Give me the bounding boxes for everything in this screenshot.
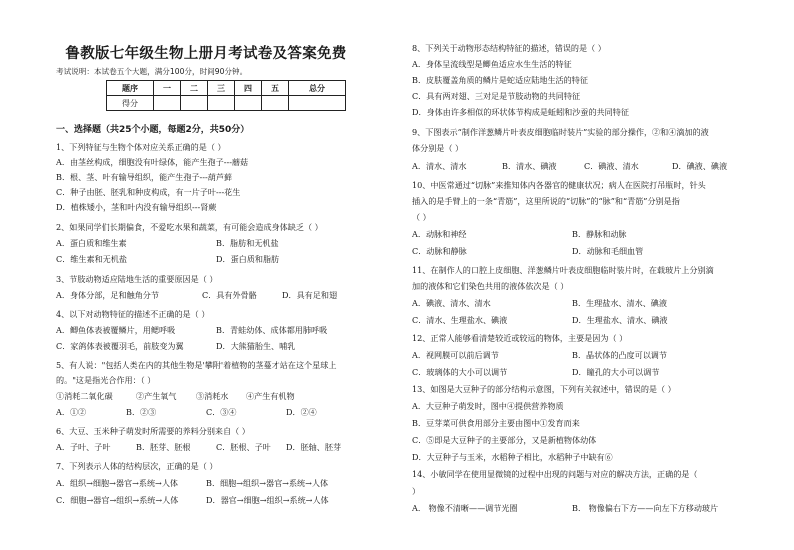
- option: D．蛋白质和脂肪: [216, 254, 280, 264]
- option: D．身体由许多相似的环状体节构成是蚯蚓和沙蚕的共同特征: [412, 107, 629, 117]
- option: D．大熊猫胎生、哺乳: [216, 341, 296, 351]
- option: C．细胞→器官→组织→系统→人体: [56, 495, 179, 505]
- option: B．细胞→组织→器官→系统→人体: [206, 478, 329, 488]
- option: C．动脉和静脉: [412, 246, 467, 256]
- option: A．大豆种子萌发时，图中④提供营养物质: [412, 401, 564, 411]
- option: C．家鸽体表被覆羽毛，前肢变为翼: [56, 341, 184, 351]
- option: C．种子由胚、胚乳和种皮构成，有一片子叶---花生: [56, 187, 241, 197]
- option: D．植株矮小，茎和叶内没有输导组织---肾蕨: [56, 202, 217, 212]
- option: C．具有两对翅、三对足是节肢动物的共同特征: [412, 91, 581, 101]
- question-7: 7、下列表示人体的结构层次，正确的是（ ）: [56, 461, 218, 471]
- question-9-line1: 9、下图表示“制作洋葱鳞片叶表皮细胞临时装片”实验的部分操作，②和④滴加的液: [412, 127, 709, 137]
- option: C．⑤即是大豆种子的主要部分，又是新植物体幼体: [412, 435, 597, 445]
- option: D．胚轴、胚芽: [286, 442, 342, 452]
- option: B． 物像偏右下方——向左下方移动玻片: [572, 503, 719, 513]
- score-cell-empty: [235, 96, 262, 111]
- option: B．②③: [126, 407, 157, 417]
- question-9-line2: 体分别是（ ）: [412, 143, 464, 153]
- score-table: [106, 80, 346, 111]
- option: D．大豆种子与玉米，水稻种子相比，水稻种子中缺有⑥: [412, 452, 613, 462]
- item: ②产生氧气: [136, 391, 177, 401]
- option: A．身体分部，足和触角分节: [56, 290, 159, 300]
- option: C．胚根、子叶: [216, 442, 271, 452]
- score-cell: 四: [235, 81, 262, 96]
- option: A．碘液、清水、清水: [412, 298, 491, 308]
- item: ④产生有机物: [246, 391, 295, 401]
- score-cell-empty: [181, 96, 208, 111]
- question-13: 13、如图是大豆种子的部分结构示意图，下列有关叙述中，错误的是（ ）: [412, 384, 676, 394]
- option: A．由茎丝构成，细胞没有叶绿体，能产生孢子---蘑菇: [56, 157, 249, 167]
- option: C．玻璃体的大小可以调节: [412, 367, 508, 377]
- option: D．生理盐水、清水、碘液: [572, 315, 668, 325]
- question-5-line2: 的。"这是指光合作用：（ ）: [56, 375, 156, 385]
- exam-title: 鲁教版七年级生物上册月考试卷及答案免费: [65, 46, 347, 62]
- question-3: 3、节肢动物适应陆地生活的重要原因是（ ）: [56, 274, 218, 284]
- question-10-line2: 插入的是手臂上的一条“青筋”，这里所说的“切脉”的“脉”和“青筋”分别是指: [412, 196, 680, 206]
- option: A．动脉和神经: [412, 229, 467, 239]
- score-cell-empty: [289, 96, 346, 111]
- option: C．清水、生理盐水、碘液: [412, 315, 508, 325]
- option: A．鲫鱼体表被覆鳞片，用鳃呼吸: [56, 325, 176, 335]
- option: D．碘液、碘液: [672, 161, 728, 171]
- option: A．蛋白质和维生素: [56, 238, 127, 248]
- question-12: 12、正常人能够看清楚较近或较远的物体，主要是因为（ ）: [412, 333, 628, 343]
- item: ①消耗二氧化碳: [56, 391, 113, 401]
- score-cell: 五: [262, 81, 289, 96]
- question-11-line1: 11、在制作人的口腔上皮细胞、洋葱鳞片叶表皮细胞临时装片时，在载玻片上分别滴: [412, 265, 714, 275]
- question-8: 8、下列关于动物形态结构特征的描述，错误的是（ ）: [412, 43, 606, 53]
- option: D．瞳孔的大小可以调节: [572, 367, 660, 377]
- score-cell-empty: [154, 96, 181, 111]
- section-title: 一、选择题（共25个小题，每题2分，共50分）: [56, 125, 250, 135]
- option: B．静脉和动脉: [572, 229, 627, 239]
- option: D．动脉和毛细血管: [572, 246, 644, 256]
- score-cell: 一: [154, 81, 181, 96]
- option: A．子叶、子叶: [56, 442, 111, 452]
- option: A．身体呈流线型是鲫鱼适应水生生活的特征: [412, 59, 572, 69]
- score-table-header-row: [107, 81, 346, 96]
- option: A．①②: [56, 407, 87, 417]
- option: B．晶状体的凸度可以调节: [572, 350, 667, 360]
- option: C．③④: [206, 407, 237, 417]
- score-cell-empty: [262, 96, 289, 111]
- option: C．碘液、清水: [584, 161, 639, 171]
- question-14-line2: ）: [412, 486, 421, 496]
- score-cell-empty: [208, 96, 235, 111]
- exam-instructions: 考试说明：本试卷五个大题，满分100分，时间90分钟。: [56, 67, 248, 76]
- option: B．豆芽菜可供食用部分主要由图中①发育而来: [412, 418, 580, 428]
- option: D．②④: [286, 407, 317, 417]
- option: A． 物像不清晰——调节光圈: [412, 503, 518, 513]
- option: B．脂肪和无机盐: [216, 238, 279, 248]
- option: A．组织→细胞→器官→系统→人体: [56, 478, 179, 488]
- option: B．清水、碘液: [502, 161, 557, 171]
- option: D．器官→细胞→组织→系统→人体: [206, 495, 329, 505]
- option: A．视网膜可以前后调节: [412, 350, 499, 360]
- score-cell: 得分: [107, 96, 154, 111]
- option: B．生理盐水、清水、碘液: [572, 298, 667, 308]
- question-4: 4、以下对动物特征的描述不正确的是（ ）: [56, 309, 210, 319]
- question-11-line2: 加的液体和它们染色共用的液体依次是（ ）: [412, 281, 569, 291]
- option: B．根、茎、叶有输导组织，能产生孢子---葫芦藓: [56, 172, 233, 182]
- score-cell: 三: [208, 81, 235, 96]
- question-10-line1: 10、中医常通过“切脉”来推知体内各器官的健康状况；病人在医院打吊瓶时，针头: [412, 180, 706, 190]
- option: C．维生素和无机盐: [56, 254, 127, 264]
- question-2: 2、如果同学们长期偏食，不爱吃水果和蔬菜，有可能会造成身体缺乏（ ）: [56, 222, 323, 232]
- option: A．清水、清水: [412, 161, 467, 171]
- score-table-score-row: [107, 96, 346, 111]
- question-1: 1、下列特征与生物个体对应关系正确的是（ ）: [56, 142, 226, 152]
- option: B．皮肤覆盖角质的鳞片是蛇适应陆地生活的特征: [412, 75, 588, 85]
- option: B．胚芽、胚根: [136, 442, 191, 452]
- score-cell: 题序: [107, 81, 154, 96]
- score-cell: 总分: [289, 81, 346, 96]
- option: D．具有足和翅: [282, 290, 338, 300]
- question-10-line3: （ ）: [412, 212, 431, 222]
- question-5-line1: 5、有人说："包括人类在内的其他生物是'攀附'着植物的茎蔓才站在这个星球上: [56, 360, 337, 370]
- score-cell: 二: [181, 81, 208, 96]
- option: C．具有外骨骼: [202, 290, 257, 300]
- item: ③消耗水: [196, 391, 229, 401]
- question-6: 6、大豆、玉米种子萌发时所需要的养料分别来自（ ）: [56, 426, 250, 436]
- option: B．青蛙幼体、成体都用肺呼吸: [216, 325, 328, 335]
- question-14-line1: 14、小敏同学在使用显微镜的过程中出现的问题与对应的解决方法，正确的是（: [412, 469, 698, 479]
